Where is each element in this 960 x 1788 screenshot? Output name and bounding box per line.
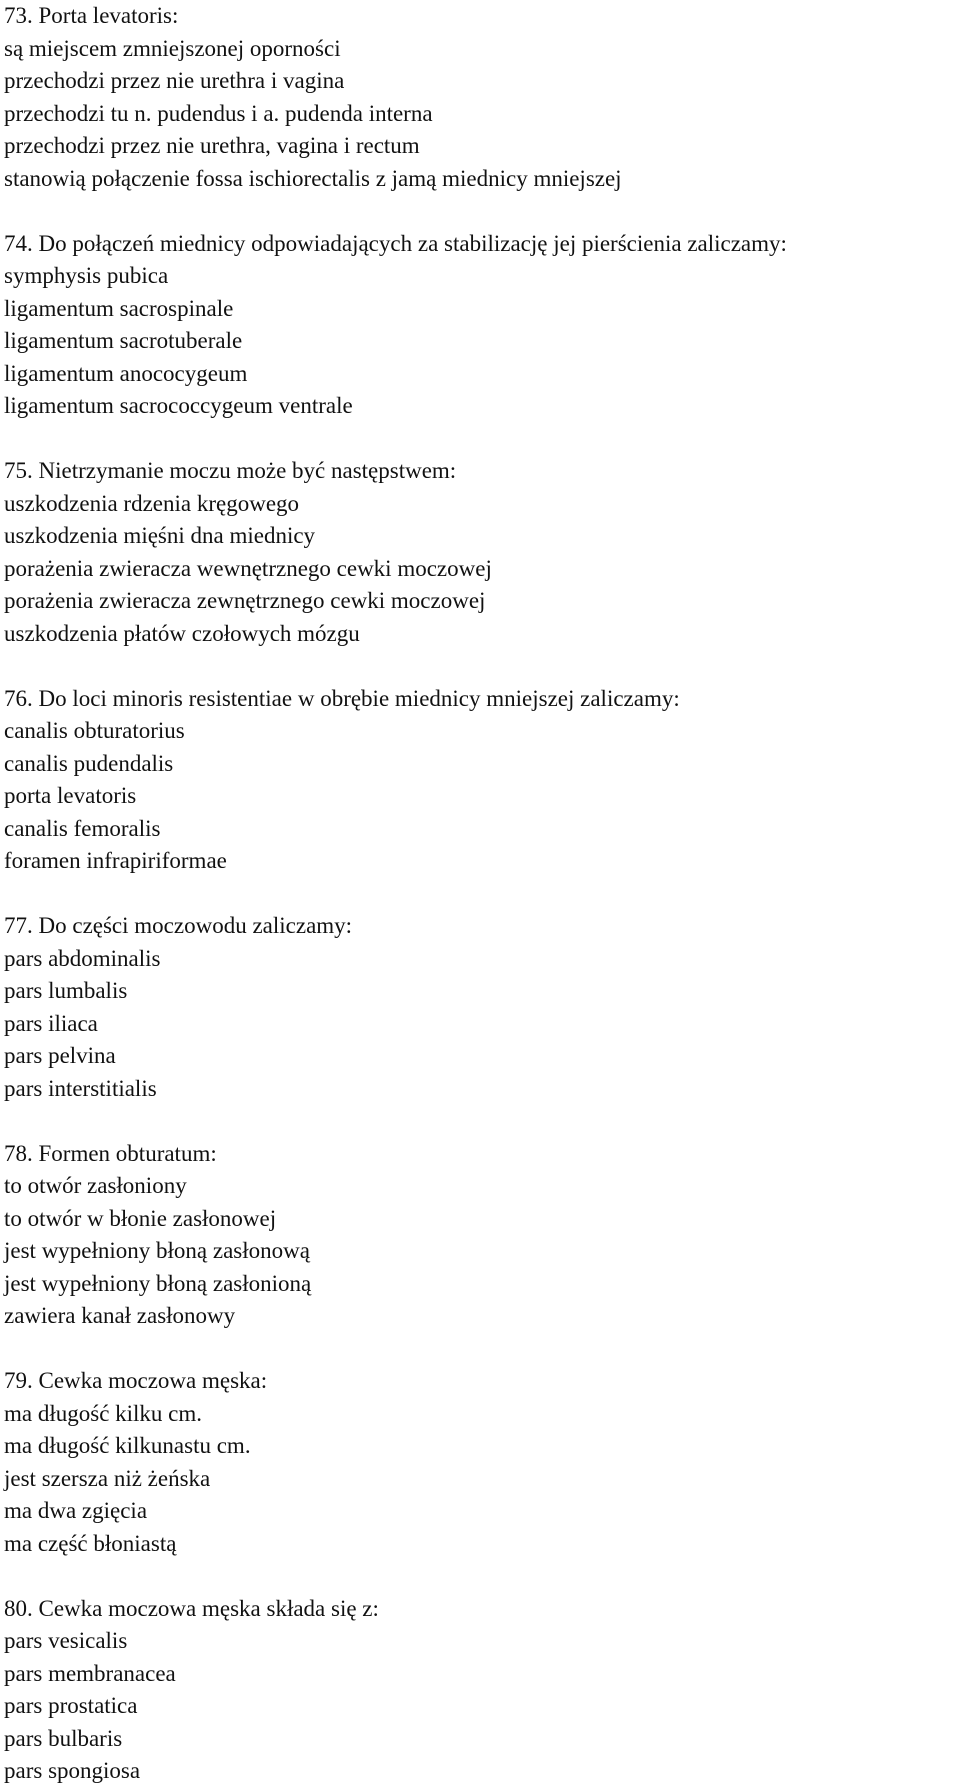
- answer-option: ligamentum sacrotuberale: [4, 328, 243, 353]
- answer-option: foramen infrapiriformae: [4, 848, 227, 873]
- answer-option: jest szersza niż żeńska: [4, 1465, 211, 1491]
- answer-option: canalis femoralis: [4, 815, 161, 841]
- answer-option: przechodzi przez nie urethra i vagina: [4, 68, 345, 93]
- question-title: 78. Formen obturatum:: [4, 1140, 217, 1166]
- answer-option: pars spongiosa: [4, 1758, 141, 1783]
- answer-option: porta levatoris: [4, 783, 137, 808]
- answer-option: pars interstitialis: [4, 1075, 157, 1101]
- answer-option: ligamentum sacrococcygeum ventrale: [4, 393, 353, 418]
- question-title: 77. Do części moczowodu zaliczamy:: [4, 913, 353, 938]
- answer-option: symphysis pubica: [4, 263, 169, 288]
- answer-option: pars lumbalis: [4, 978, 128, 1003]
- answer-option: są miejscem zmniejszonej oporności: [4, 35, 341, 61]
- answer-option: ma długość kilkunastu cm.: [4, 1433, 251, 1458]
- answer-option: ma dwa zgięcia: [4, 1498, 148, 1523]
- answer-option: ligamentum sacrospinale: [4, 295, 234, 321]
- question-77: [4, 910, 960, 1105]
- answer-option: pars abdominalis: [4, 945, 161, 971]
- question-80: [4, 1593, 960, 1788]
- question-78: [4, 1138, 960, 1333]
- answer-option: jest wypełniony błoną zasłonioną: [4, 1270, 312, 1296]
- question-79: [4, 1365, 960, 1560]
- answer-option: pars iliaca: [4, 1010, 98, 1036]
- question-74: [4, 228, 960, 423]
- answer-option: przechodzi przez nie urethra, vagina i rectum: [4, 133, 420, 158]
- question-title: 75. Nietrzymanie moczu może być następstwem:: [4, 458, 457, 483]
- answer-option: pars pelvina: [4, 1043, 116, 1068]
- answer-option: pars vesicalis: [4, 1628, 128, 1653]
- answer-option: pars membranacea: [4, 1660, 176, 1686]
- answer-option: to otwór w błonie zasłonowej: [4, 1205, 277, 1231]
- answer-option: stanowią połączenie fossa ischiorectalis z jamą miednicy mniejszej: [4, 165, 622, 191]
- answer-option: canalis pudendalis: [4, 750, 174, 776]
- answer-option: uszkodzenia rdzenia kręgowego: [4, 490, 300, 516]
- answer-option: ligamentum anococygeum: [4, 360, 248, 386]
- answer-option: uszkodzenia mięśni dna miednicy: [4, 523, 316, 548]
- question-76: [4, 683, 960, 878]
- answer-option: uszkodzenia płatów czołowych mózgu: [4, 620, 360, 646]
- answer-option: ma część błoniastą: [4, 1530, 177, 1556]
- question-title: 73. Porta levatoris:: [4, 3, 179, 28]
- question-title: 76. Do loci minoris resistentiae w obrębie miednicy mniejszej zaliczamy:: [4, 685, 680, 711]
- answer-option: canalis obturatorius: [4, 718, 185, 743]
- question-title: 79. Cewka moczowa męska:: [4, 1368, 268, 1393]
- answer-option: porażenia zwieracza wewnętrznego cewki moczowej: [4, 555, 492, 581]
- answer-option: ma długość kilku cm.: [4, 1400, 203, 1426]
- answer-option: pars bulbaris: [4, 1725, 123, 1751]
- answer-option: pars prostatica: [4, 1693, 138, 1718]
- question-73: [4, 0, 960, 195]
- question-title: 80. Cewka moczowa męska składa się z:: [4, 1595, 379, 1621]
- answer-option: to otwór zasłoniony: [4, 1173, 187, 1198]
- answer-option: jest wypełniony błoną zasłonową: [4, 1238, 310, 1263]
- answer-option: porażenia zwieracza zewnętrznego cewki moczowej: [4, 588, 486, 613]
- answer-option: przechodzi tu n. pudendus i a. pudenda interna: [4, 100, 433, 126]
- answer-option: zawiera kanał zasłonowy: [4, 1303, 236, 1328]
- question-title: 74. Do połączeń miednicy odpowiadających za stabilizację jej pierścienia zaliczamy:: [4, 230, 787, 256]
- question-75: [4, 455, 960, 650]
